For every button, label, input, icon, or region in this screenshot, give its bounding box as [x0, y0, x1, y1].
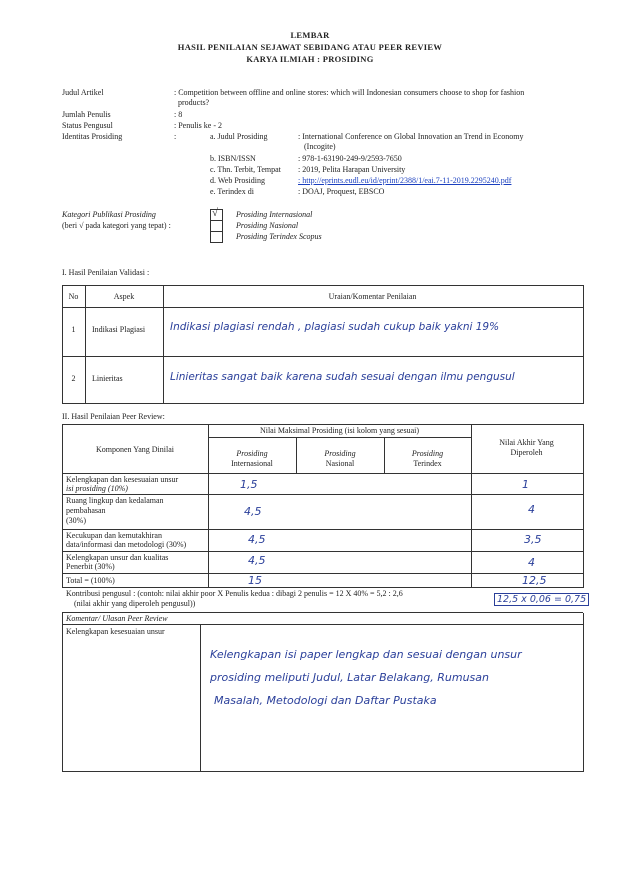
identitas-colon: : — [174, 132, 177, 141]
jumlah-value: : 8 — [174, 110, 183, 119]
komponen-header: Komponen Yang Dinilai — [96, 445, 174, 454]
validasi-row-aspek: Linieritas — [92, 374, 123, 383]
isbn-value: : 978-1-63190-249-9/2593-7650 — [298, 154, 402, 163]
judul-label: Judul Artikel — [62, 88, 104, 97]
web-value[interactable] — [298, 176, 511, 186]
nilai-maks-header: Nilai Maksimal Prosiding (isi kolom yang sesuai) — [259, 426, 420, 435]
max-row-3: 4,5 — [248, 533, 266, 546]
komponen-row-2c: (30%) — [66, 516, 86, 525]
jumlah-label: Jumlah Penulis — [62, 110, 111, 119]
validasi-col-aspek: Aspek — [113, 292, 135, 301]
komponen-row-3: Kecukupan dan kemutakhiran — [66, 531, 162, 540]
max-row-1: 1,5 — [240, 478, 258, 491]
kategori-hint: (beri √ pada kategori yang tepat) : — [62, 221, 171, 230]
status-label: Status Pengusul — [62, 121, 113, 130]
total-max: 15 — [248, 574, 262, 587]
akhir-row-4: 4 — [528, 556, 535, 569]
judul-value: : Competition between offline and online stores: which will Indonesian consumers choose to shop for fashion — [174, 88, 525, 97]
akhir-row-2: 4 — [528, 503, 535, 516]
opt-internasional: Prosiding Internasional — [236, 210, 313, 219]
kelengkapan-label: Kelengkapan kesesuaian unsur — [66, 627, 165, 636]
header-title: LEMBAR — [290, 30, 330, 40]
check-mark-icon: √ — [212, 207, 219, 219]
prosiding-title-label: a. Judul Prosiding — [210, 132, 268, 141]
web-link[interactable]: : http://eprints.eudl.eu/id/eprint/2388/1/eai.7-11-2019.2295240.pdf — [298, 176, 512, 185]
komponen-row-3b: data/informasi dan metodologi (30%) — [66, 540, 187, 549]
validasi-table — [62, 285, 584, 404]
index-label: e. Terindex di — [210, 187, 254, 196]
validasi-row-no: 1 — [71, 325, 76, 334]
col-intl-label-2: Internasional — [231, 459, 273, 468]
validasi-row-no: 2 — [71, 374, 76, 383]
validasi-row-komentar: Linieritas sangat baik karena sudah sesuai dengan ilmu pengusul — [170, 371, 515, 383]
status-value: : Penulis ke - 2 — [174, 121, 222, 130]
kategori-label: Kategori Publikasi Prosiding — [62, 210, 156, 219]
komponen-row-2b: pembahasan — [66, 506, 106, 515]
total-label: Total = (100%) — [66, 576, 115, 585]
identitas-label: Identitas Prosiding — [62, 132, 123, 141]
prosiding-title-value: : International Conference on Global Innovation an Trend in Economy — [298, 132, 524, 141]
review-title: II. Hasil Penilaian Peer Review: — [62, 412, 165, 421]
komponen-row-1b: isi prosiding (10%) — [66, 484, 128, 493]
akhir-row-1: 1 — [522, 478, 529, 491]
komponen-row-4: Kelengkapan unsur dan kualitas — [66, 553, 169, 562]
opt-scopus: Prosiding Terindex Scopus — [236, 232, 322, 241]
opt-nasional: Prosiding Nasional — [236, 221, 299, 230]
header-subtitle: HASIL PENILAIAN SEJAWAT SEBIDANG ATAU PEER REVIEW — [177, 42, 443, 52]
kontribusi-label: Kontribusi pengusul : (contoh: nilai akhir poor X Penulis kedua : dibagi 2 penulis = 12 X 40% = 5,2 : 2,6 — [66, 589, 403, 598]
max-row-2: 4,5 — [244, 505, 262, 518]
judul-value-cont: products? — [178, 98, 210, 107]
kontribusi-label-2: (nilai akhir yang diperoleh pengusul)) — [74, 599, 196, 608]
validasi-col-uraian: Uraian/Komentar Penilaian — [328, 292, 417, 301]
nilai-akhir-header-2: Diperoleh — [510, 448, 543, 457]
col-ter-label-2: Terindex — [413, 459, 442, 468]
nilai-akhir-header: Nilai Akhir Yang — [499, 438, 554, 447]
tahun-value: : 2019, Pelita Harapan University — [298, 165, 406, 174]
komponen-row-1: Kelengkapan dan kesesuaian unsur — [66, 475, 179, 484]
komponen-row-4b: Penerbit (30%) — [66, 562, 115, 571]
validasi-row-komentar: Indikasi plagiasi rendah , plagiasi sudah cukup baik yakni 19% — [170, 321, 500, 333]
komentar-line-2: prosiding meliputi Judul, Latar Belakang, Rumusan — [210, 671, 490, 684]
isbn-label: b. ISBN/ISSN — [210, 154, 256, 163]
akhir-row-3: 3,5 — [524, 533, 542, 546]
validasi-row-aspek: Indikasi Plagiasi — [92, 325, 146, 334]
komentar-line-1: Kelengkapan isi paper lengkap dan sesuai dengan unsur — [210, 648, 522, 661]
web-label: d. Web Prosiding — [210, 176, 265, 185]
komentar-line-3: Masalah, Metodologi dan Daftar Pustaka — [214, 694, 437, 707]
col-intl-label: Prosiding — [236, 449, 268, 458]
checkbox-scopus[interactable] — [210, 231, 223, 243]
index-value: : DOAJ, Proquest, EBSCO — [298, 187, 385, 196]
col-nas-label-2: Nasional — [325, 459, 355, 468]
total-akhir: 12,5 — [522, 574, 547, 587]
tahun-label: c. Thn. Terbit, Tempat — [210, 165, 281, 174]
max-row-4: 4,5 — [248, 554, 266, 567]
prosiding-title-cont: (Incogite) — [304, 142, 336, 151]
komentar-label: Komentar/ Ulasan Peer Review — [66, 614, 168, 623]
komponen-row-2: Ruang lingkup dan kedalaman — [66, 496, 164, 505]
col-ter-label: Prosiding — [411, 449, 444, 458]
col-nas-label: Prosiding — [324, 449, 356, 458]
validasi-title: I. Hasil Penilaian Validasi : — [62, 268, 150, 277]
kontribusi-value: 12,5 x 0,06 = 0,75 — [494, 593, 589, 606]
validasi-col-no: No — [68, 292, 79, 301]
header-karya: KARYA ILMIAH : PROSIDING — [246, 54, 374, 64]
